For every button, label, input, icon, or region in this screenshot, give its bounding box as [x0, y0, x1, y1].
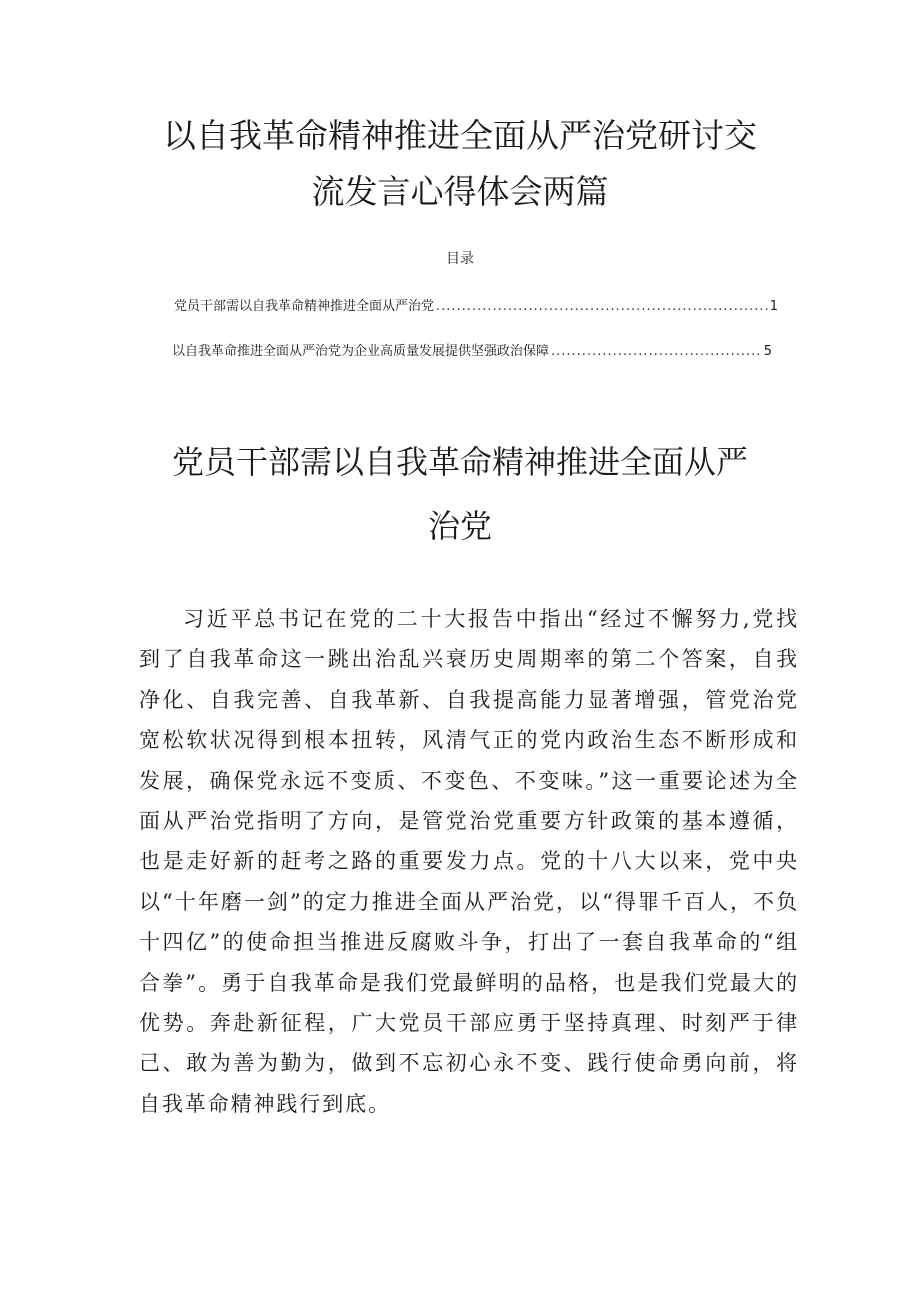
toc-entry[interactable] [172, 345, 772, 358]
toc-entry-text: 党员干部需以自我革命精神推进全面从严治党 [174, 299, 435, 314]
document-title-line-2: 流发言心得体会两篇 [311, 172, 609, 211]
document-title-line-1: 以自我革命精神推进全面从严治党研讨交 [163, 116, 757, 155]
toc-entry-page: 5 [763, 344, 772, 359]
section-title-line-1: 党员干部需以自我革命精神推进全面从严 [171, 443, 748, 481]
section-title-line-2: 治党 [427, 507, 492, 545]
toc-entry-page: 1 [769, 299, 778, 314]
toc-entry[interactable] [174, 300, 778, 313]
toc-entry-text: 以自我革命推进全面从严治党为企业高质量发展提供坚强政治保障 [172, 344, 550, 359]
toc-heading: 目录 [446, 251, 474, 267]
body-paragraph: 习近平总书记在党的二十大报告中指出“经过不懈努力,党找到了自我革命这一跳出治乱兴衰历史周期率的第二个答案，自我净化、自我完善、自我革新、自我提高能力显著增强，管党治党宽松软状况得到根本扭转，风清气正的党内政治生态不断形成和发展，确保党永远不变质、不变色、不变味。”这一重要论述为全面从严治党指明了方向，是管党治党重要方针政策的基本遵循，也是走好新的赶考之路的重要发力点。党的十八大以来，党中央以“十年磨一剑”的定力推进全面从严治党，以“得罪千百人，不负十四亿”的使命担当推进反腐败斗争，打出了一套自我革命的“组合拳”。勇于自我革命是我们党最鲜明的品格，也是我们党最大的优势。奔赴新征程，广大党员干部应勇于坚持真理、时刻严于律己、敢为善为勤为，做到不忘初心永不变、践行使命勇向前，将自我革命精神践行到底。 [139, 607, 799, 1116]
toc-leader-dots [436, 300, 768, 313]
toc-leader-dots [551, 345, 762, 358]
